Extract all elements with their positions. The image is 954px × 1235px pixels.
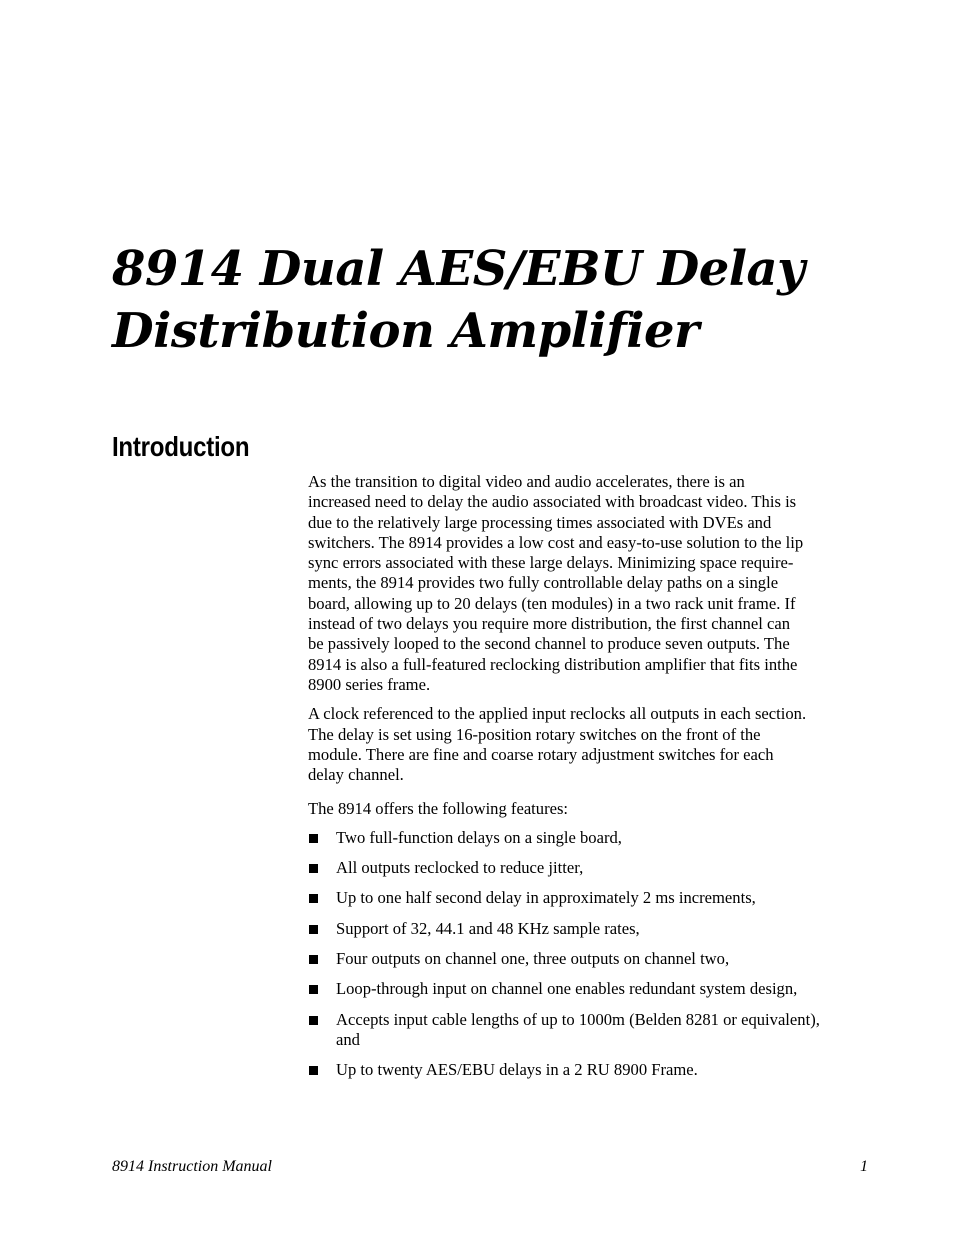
paragraph [308, 472, 870, 695]
list-item-text: All outputs reclocked to reduce jitter, [336, 858, 584, 878]
list-item-text: and [336, 1029, 360, 1049]
square-bullet-icon [309, 1016, 318, 1025]
square-bullet-icon [309, 1066, 318, 1075]
list-item-text: Up to one half second delay in approximately 2 ms increments, [336, 888, 756, 908]
list-item [308, 828, 870, 848]
text-line: instead of two delays you require more distribution, the first channel can [308, 614, 791, 634]
square-bullet-icon [309, 894, 318, 903]
text-line: A clock referenced to the applied input reclocks all outputs in each section. [308, 704, 807, 724]
square-bullet-icon [309, 925, 318, 934]
text-line: 8914 is also a full-featured reclocking distribution amplifier that fits inthe [308, 654, 798, 674]
text-line: As the transition to digital video and audio accelerates, there is an [308, 472, 745, 491]
feature-list [308, 828, 870, 1081]
list-item-text: Loop-through input on channel one enables redundant system design, [336, 979, 798, 999]
list-item [308, 949, 870, 969]
text-line: ments, the 8914 provides two fully controllable delay paths on a single [308, 573, 779, 593]
list-item [308, 888, 870, 908]
list-item-text: Two full-function delays on a single board, [336, 827, 622, 847]
footer-page-number: 1 [860, 1158, 868, 1175]
square-bullet-icon [309, 864, 318, 873]
list-item [308, 1060, 870, 1080]
text-line: delay channel. [308, 765, 404, 785]
list-item [308, 979, 870, 999]
features-intro: The 8914 offers the following features: [308, 799, 569, 819]
text-line: sync errors associated with these large delays. Minimizing space require- [308, 553, 794, 573]
page-title [112, 238, 912, 362]
text-line: 8900 series frame. [308, 674, 431, 694]
list-item [308, 858, 870, 878]
list-item-text: Up to twenty AES/EBU delays in a 2 RU 8900 Frame. [336, 1060, 698, 1080]
body-text [308, 472, 870, 1090]
list-item-text: Accepts input cable lengths of up to 1000m (Belden 8281 or equivalent), [336, 1009, 820, 1029]
square-bullet-icon [309, 955, 318, 964]
text-line: increased need to delay the audio associated with broadcast video. This is [308, 492, 797, 512]
list-item [308, 919, 870, 939]
list-item-text: Four outputs on channel one, three outputs on channel two, [336, 948, 730, 968]
footer-manual-title: 8914 Instruction Manual [112, 1158, 272, 1175]
square-bullet-icon [309, 834, 318, 843]
list-item-text: Support of 32, 44.1 and 48 KHz sample rates, [336, 918, 640, 938]
square-bullet-icon [309, 985, 318, 994]
page-title-line: Distribution Amplifier [112, 303, 699, 359]
text-line: switchers. The 8914 provides a low cost and easy-to-use solution to the lip [308, 532, 804, 552]
text-line: be passively looped to the second channel to produce seven outputs. The [308, 634, 790, 654]
text-line: module. There are fine and coarse rotary adjustment switches for each [308, 744, 774, 764]
list-item [308, 1010, 870, 1051]
section-heading: Introduction [112, 431, 250, 462]
page-title-line: 8914 Dual AES/EBU Delay [112, 241, 805, 297]
text-line: due to the relatively large processing times associated with DVEs and [308, 512, 772, 532]
text-line: board, allowing up to 20 delays (ten modules) in a two rack unit frame. If [308, 593, 796, 613]
paragraph [308, 704, 870, 785]
text-line: The delay is set using 16-position rotary switches on the front of the [308, 724, 761, 744]
